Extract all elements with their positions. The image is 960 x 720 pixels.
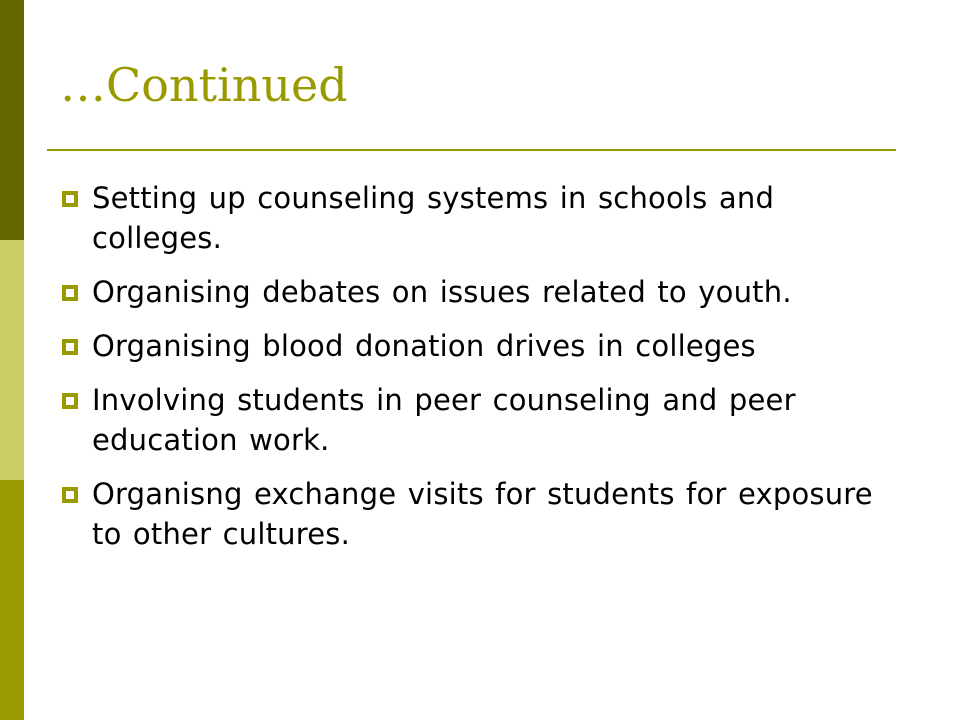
bullet-text: Organisng exchange visits for students for exposure to other cultures. bbox=[92, 477, 873, 551]
square-bullet-icon bbox=[62, 285, 78, 301]
side-bar-top bbox=[0, 0, 24, 240]
list-item bbox=[60, 272, 900, 312]
bullet-text: Involving students in peer counseling and peer education work. bbox=[92, 383, 796, 457]
list-item bbox=[60, 380, 900, 460]
square-bullet-icon bbox=[62, 191, 78, 207]
bullet-text: Setting up counseling systems in schools and colleges. bbox=[92, 181, 775, 255]
bullet-text: Organising debates on issues related to youth. bbox=[92, 275, 792, 309]
bullet-list bbox=[60, 178, 900, 568]
square-bullet-icon bbox=[62, 393, 78, 409]
list-item bbox=[60, 326, 900, 366]
slide-title: …Continued bbox=[60, 58, 348, 112]
bullet-text: Organising blood donation drives in colleges bbox=[92, 329, 756, 363]
title-divider bbox=[47, 149, 896, 151]
list-item bbox=[60, 474, 900, 554]
side-bar-middle bbox=[0, 240, 24, 480]
side-bar-bottom bbox=[0, 480, 24, 720]
square-bullet-icon bbox=[62, 487, 78, 503]
list-item bbox=[60, 178, 900, 258]
square-bullet-icon bbox=[62, 339, 78, 355]
